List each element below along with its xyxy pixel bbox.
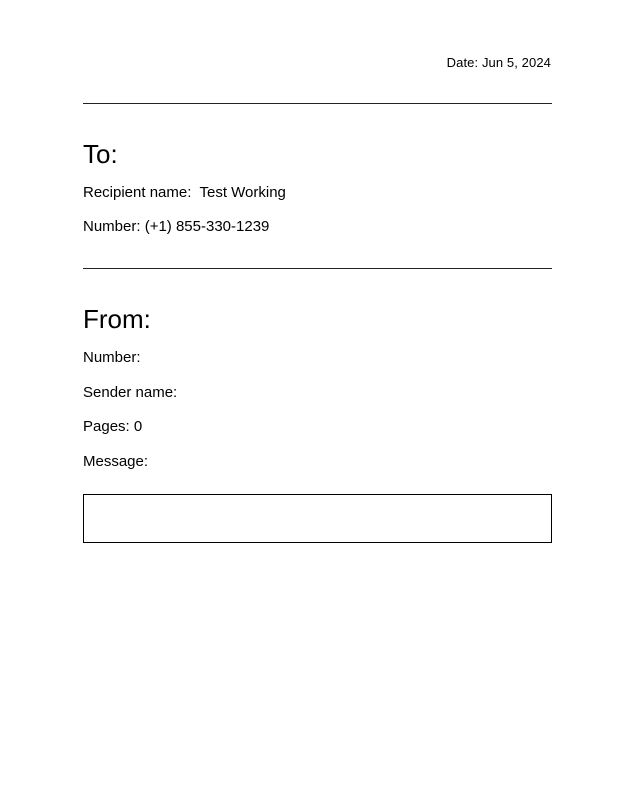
message-label: Message: <box>83 453 149 470</box>
date-label: Date: <box>446 55 479 70</box>
message-box <box>83 494 552 543</box>
sender-name-field <box>83 383 181 403</box>
pages-field <box>83 417 142 437</box>
recipient-name-field <box>83 183 286 203</box>
recipient-number-field <box>83 217 269 237</box>
to-heading: To: <box>83 139 118 169</box>
recipient-name-label: Recipient name: <box>83 184 192 201</box>
recipient-name-value: Test Working <box>199 184 286 201</box>
date-value: Jun 5, 2024 <box>481 55 551 70</box>
recipient-number-label: Number: <box>83 218 141 235</box>
sender-name-label: Sender name: <box>83 384 178 401</box>
date-line <box>447 54 551 72</box>
pages-value: 0 <box>133 418 143 435</box>
message-field <box>83 452 148 472</box>
from-heading: From: <box>83 304 151 334</box>
sender-number-field <box>83 348 145 368</box>
divider-top <box>83 103 552 104</box>
recipient-number-value: (+1) 855-330-1239 <box>144 218 270 235</box>
sender-number-label: Number: <box>83 349 141 366</box>
divider-middle <box>83 268 552 269</box>
pages-label: Pages: <box>83 418 130 435</box>
